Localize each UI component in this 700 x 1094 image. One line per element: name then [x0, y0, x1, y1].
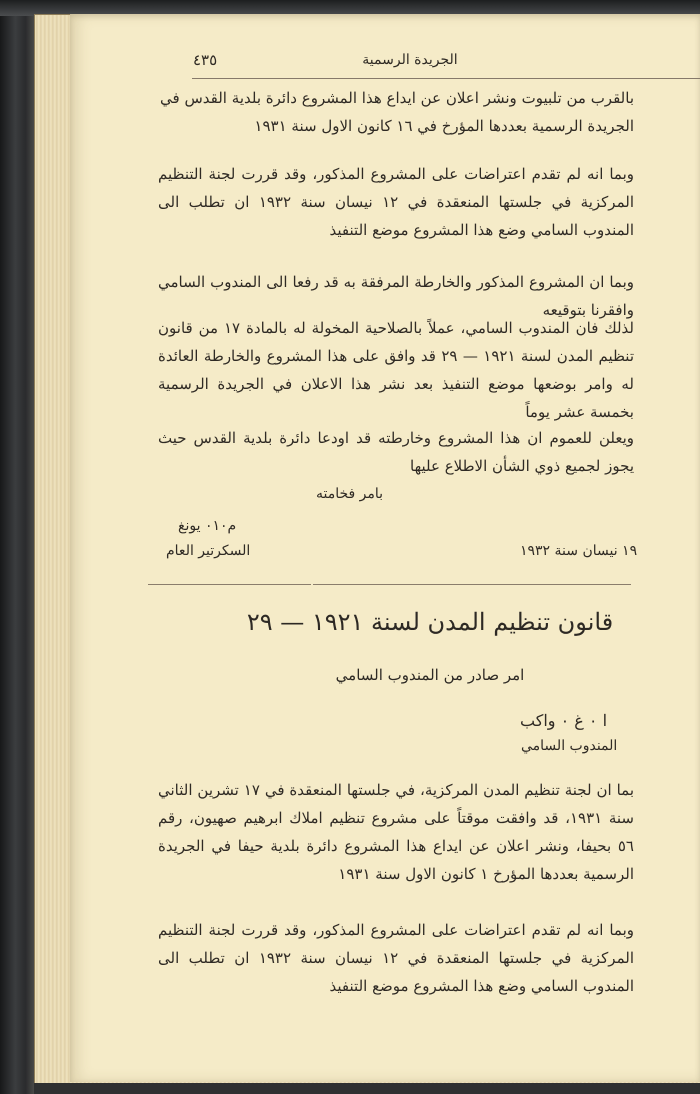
- signer-name: م٠١٠ يونغ: [178, 518, 237, 534]
- second-notice-subtitle: امر صادر من المندوب السامي: [335, 666, 525, 684]
- paragraph-6: بما ان لجنة تنظيم المدن المركزية، في جلستها المنعقدة في ١٧ تشرين الثاني سنة ١٩٣١، قد وافقت موقتاً على مشروع تنظيم املاك ابرهيم صهيون، رقم ٥٦ بحيفا، ونشر اعلان عن ايداع هذا المشروع دائرة بلدية حيفا في الجريدة الرسمية بعددها المؤرخ ١ كانون الاول سنة ١٩٣١: [158, 781, 634, 883]
- section-divider-right: [313, 584, 631, 585]
- paragraph-1: بالقرب من تلبيوت ونشر اعلان عن ايداع هذا المشروع دائرة بلدية القدس في الجريدة الرسمية بعددها المؤرخ في ١٦ كانون الاول سنة ١٩٣١: [160, 89, 634, 135]
- book-cover-edge: [0, 0, 34, 1094]
- paragraph-4: لذلك فان المندوب السامي، عملاً بالصلاحية المخولة له بالمادة ١٧ من قانون تنظيم المدن لسنة ١٩٢١ — ٢٩ قد وافق على هذا المشروع والخارطة العائدة له وامر بوضعها موضع التنفيذ بعد نشر هذا الاعلان في الجريدة الرسمية بخمسة عشر يوماً: [158, 319, 635, 421]
- high-commissioner-title: المندوب السامي: [521, 738, 618, 754]
- second-notice-title: قانون تنظيم المدن لسنة ١٩٢١ — ٢٩: [246, 608, 614, 636]
- header-divider: [192, 78, 700, 79]
- paragraph-3: وبما ان المشروع المذكور والخارطة المرفقة به قد رفعا الى المندوب السامي وافقرنا بتوقيعه: [158, 273, 634, 319]
- page-header-title: الجريدة الرسمية: [362, 52, 458, 68]
- signer-title: السكرتير العام: [166, 543, 251, 559]
- paragraph-5: ويعلن للعموم ان هذا المشروع وخارطته قد اودعا دائرة بلدية القدس حيث يجوز لجميع ذوي الشأن الاطلاع عليها: [158, 429, 634, 475]
- high-commissioner-name: ا ٠ غ ٠ واكب: [520, 711, 608, 730]
- paragraph-7: وبما انه لم تقدم اعتراضات على المشروع المذكور، وقد قررت لجنة التنظيم المركزية في جلستها المنعقدة في ١٢ نيسان سنة ١٩٣٢ ان تطلب الى المندوب السامي وضع هذا المشروع موضع التنفيذ: [158, 921, 634, 995]
- by-order-line: بامر فخامته: [316, 486, 384, 502]
- paragraph-2: وبما انه لم تقدم اعتراضات على المشروع المذكور، وقد قررت لجنة التنظيم المركزية في جلستها المنعقدة في ١٢ نيسان سنة ١٩٣٢ ان تطلب الى المندوب السامي وضع هذا المشروع موضع التنفيذ: [158, 165, 634, 239]
- section-divider-left: [148, 584, 311, 585]
- notice-date: ١٩ نيسان سنة ١٩٣٢: [520, 543, 638, 559]
- page-number: ٤٣٥: [193, 51, 218, 69]
